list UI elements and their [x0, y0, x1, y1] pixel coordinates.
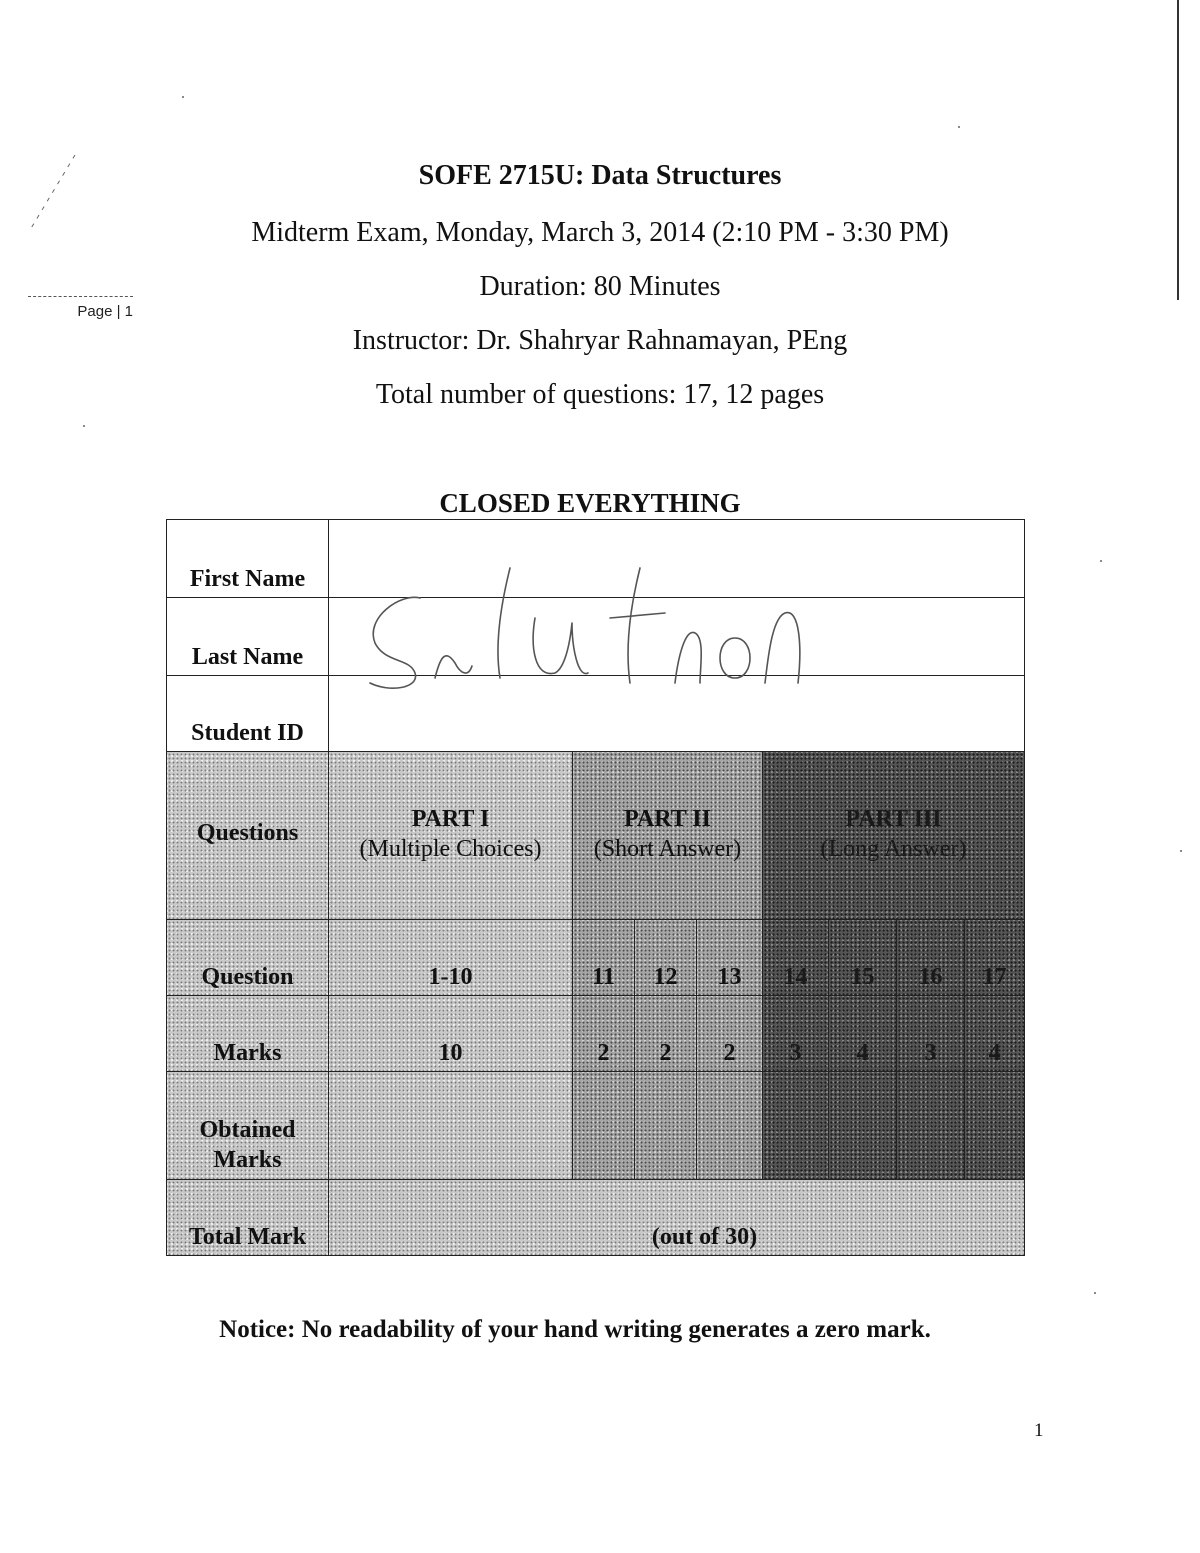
total-mark-cell[interactable]: (out of 30) — [329, 1180, 1025, 1256]
question-cell: 17 — [965, 920, 1025, 996]
question-cell: 15 — [829, 920, 897, 996]
marks-cell: 4 — [829, 996, 897, 1072]
question-cell: 14 — [763, 920, 829, 996]
scan-speck — [1094, 1292, 1096, 1294]
questions-label: Questions — [167, 752, 329, 920]
part1-subtitle: (Multiple Choices) — [359, 835, 542, 862]
last-name-label: Last Name — [167, 598, 329, 676]
scan-speck — [1180, 850, 1182, 852]
page-number: 1 — [1034, 1420, 1044, 1441]
marks-cell: 2 — [635, 996, 697, 1072]
question-cell: 11 — [573, 920, 635, 996]
part2-subtitle: (Short Answer) — [593, 835, 742, 862]
exam-date-line: Midterm Exam, Monday, March 3, 2014 (2:10 PM - 3:30 PM) — [251, 217, 949, 248]
part2-title: PART II — [624, 805, 711, 832]
scan-speck — [1100, 560, 1102, 562]
notice-text: Notice: No readability of your hand writing generates a zero mark. — [219, 1316, 931, 1343]
part3-header — [763, 752, 1025, 920]
cover-table — [166, 519, 1025, 1256]
obtained-cell[interactable] — [573, 1072, 635, 1180]
last-name-field[interactable] — [329, 598, 1025, 676]
marks-label: Marks — [167, 996, 329, 1072]
duration-line: Duration: 80 Minutes — [479, 271, 721, 302]
first-name-field[interactable] — [329, 520, 1025, 598]
exam-header — [0, 160, 1200, 433]
student-id-label: Student ID — [167, 676, 329, 752]
instructor-line: Instructor: Dr. Shahryar Rahnamayan, PEng — [352, 325, 848, 356]
part3-title: PART III — [845, 805, 942, 832]
obtained-part1-cell[interactable] — [329, 1072, 573, 1180]
page-label: Page | 1 — [28, 296, 133, 320]
obtained-marks-label: Obtained Marks — [167, 1072, 329, 1180]
marks-cell: 2 — [697, 996, 763, 1072]
part1-header — [329, 752, 573, 920]
course-title: SOFE 2715U: Data Structures — [418, 160, 782, 191]
obtained-cell[interactable] — [965, 1072, 1025, 1180]
marks-part1-cell: 10 — [329, 996, 573, 1072]
total-questions-line: Total number of questions: 17, 12 pages — [375, 379, 825, 410]
closed-everything-heading: CLOSED EVERYTHING — [439, 488, 741, 518]
marks-cell: 3 — [763, 996, 829, 1072]
student-id-field[interactable] — [329, 676, 1025, 752]
scan-speck — [83, 425, 85, 427]
obtained-cell[interactable] — [763, 1072, 829, 1180]
marks-cell: 2 — [573, 996, 635, 1072]
part2-header — [573, 752, 763, 920]
question-cell: 16 — [897, 920, 965, 996]
question-part1-cell: 1-10 — [329, 920, 573, 996]
marks-cell: 3 — [897, 996, 965, 1072]
scan-speck — [958, 126, 960, 128]
question-cell: 13 — [697, 920, 763, 996]
obtained-cell[interactable] — [697, 1072, 763, 1180]
first-name-label: First Name — [167, 520, 329, 598]
part3-subtitle: (Long Answer) — [820, 835, 967, 862]
total-mark-label: Total Mark — [167, 1180, 329, 1256]
scan-mark — [25, 150, 85, 240]
obtained-cell[interactable] — [897, 1072, 965, 1180]
obtained-cell[interactable] — [635, 1072, 697, 1180]
scan-speck — [182, 96, 184, 98]
obtained-cell[interactable] — [829, 1072, 897, 1180]
question-label: Question — [167, 920, 329, 996]
part1-title: PART I — [411, 805, 490, 832]
question-cell: 12 — [635, 920, 697, 996]
marks-cell: 4 — [965, 996, 1025, 1072]
